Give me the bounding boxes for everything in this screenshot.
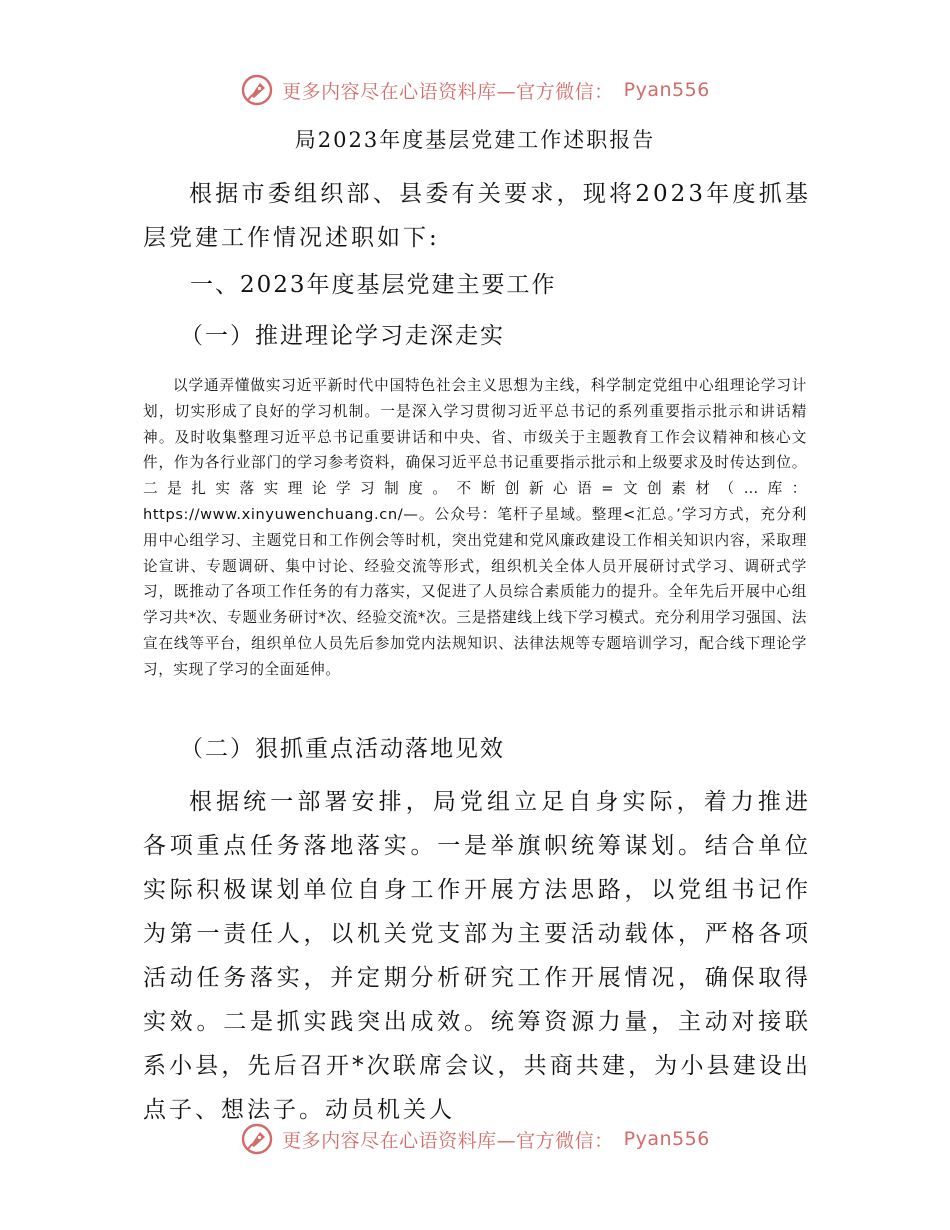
pen-nib-icon [240, 73, 274, 107]
banner-text: 更多内容尽在心语资料库—官方微信： [282, 1129, 614, 1152]
subsection-heading-1: （一）推进理论学习走深走实 [180, 323, 505, 349]
document-title: 局2023年度基层党建工作述职报告 [294, 128, 656, 152]
footer-banner [0, 1122, 950, 1156]
banner-text: 更多内容尽在心语资料库—官方微信： [282, 80, 614, 103]
subsection-body-2: 根据统一部署安排，局党组立足自身实际，着力推进各项重点任务落地落实。一是举旗帜统筹谋划。结合单位实际积极谋划单位自身工作开展方法思路，以党组书记作为第一责任人，以机关党支部为主要活动载体，严格各项活动任务落实，并定期分析研究工作开展情况，确保取得实效。二是抓实践突出成效。统筹资源力量，主动对接联系小县，先后召开*次联席会议，共商共建，为小县建设出点子、想法子。动员机关人 [143, 789, 811, 1123]
banner-wechat-id: Pyan556 [623, 79, 710, 101]
header-banner [0, 73, 950, 107]
banner-wechat-id: Pyan556 [623, 1128, 710, 1150]
subsection-body-1: 以学通弄懂做实习近平新时代中国特色社会主义思想为主线，科学制定党组中心组理论学习计划，切实形成了良好的学习机制。一是深入学习贯彻习近平总书记的系列重要指示批示和讲话精神。及时收集整理习近平总书记重要讲话和中央、省、市级关于主题教育工作会议精神和核心文件，作为各行业部门的学习参考资料，确保习近平总书记重要指示批示和上级要求及时传达到位。二是扎实落实理论学习制度。不断创新心语=文创素材（…库：https://www.xinyuwenchuang.cn/—。公众号：笔杆子星域。整理<汇总。’学习方式，充分利用中心组学习、主题党日和工作例会等时机，突出党建和党风廉政建设工作相关知识内容，采取理论宣讲、专题调研、集中讨论、经验交流等形式，组织机关全体人员开展研讨式学习、调研式学习，既推动了各项工作任务的有力落实，又促进了人员综合素质能力的提升。全年先后开展中心组学习共*次、专题业务研讨*次、经验交流*次。三是搭建线上线下学习模式。充分利用学习强国、法宣在线等平台，组织单位人员先后参加党内法规知识、法律法规等专题培训学习，配合线下理论学习，实现了学习的全面延伸。 [143, 377, 807, 678]
subsection-heading-2: （二）狠抓重点活动落地见效 [180, 736, 505, 762]
intro-paragraph: 根据市委组织部、县委有关要求，现将2023年度抓基层党建工作情况述职如下: [143, 181, 811, 251]
section-heading-1: 一、2023年度基层党建主要工作 [190, 272, 557, 298]
pen-nib-icon [240, 1122, 274, 1156]
